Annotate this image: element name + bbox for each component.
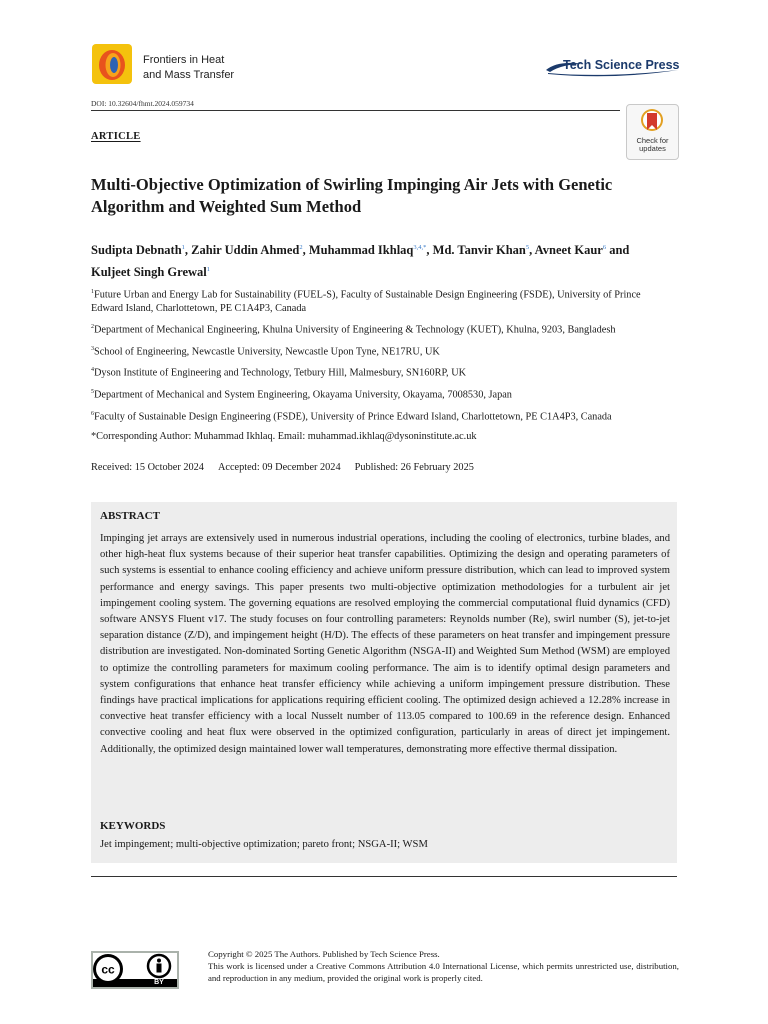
author-name[interactable]: Muhammad Ikhlaq: [308, 243, 414, 258]
cc-by-license-badge[interactable]: [91, 951, 179, 989]
publisher-logo: [544, 56, 680, 80]
corresponding-author: [91, 430, 651, 443]
check-for-updates-label: [627, 137, 678, 153]
footer-divider: [91, 876, 677, 877]
author-affiliation-ref[interactable]: 3,4,*: [413, 244, 427, 251]
header-divider: [91, 110, 620, 111]
svg-text:cc: cc: [101, 962, 115, 977]
author-affiliation-ref[interactable]: 2: [299, 244, 303, 251]
doi[interactable]: DOI: 10.32604/fhmt.2024.059734: [91, 99, 194, 108]
paper-title: Multi-Objective Optimization of Swirling Impinging Air Jets with Genetic Algorithm and Weighted Sum Method: [91, 175, 613, 216]
affiliation-text: Department of Mechanical and System Engineering, Okayama University, Okayama, 7008530, Japan: [94, 389, 512, 401]
author-affiliation-ref[interactable]: 1: [181, 244, 185, 251]
corresponding-author-text[interactable]: *Corresponding Author: Muhammad Ikhlaq. Email: muhammad.ikhlaq@dysoninstitute.ac.uk: [91, 430, 477, 442]
journal-logo-icon: [92, 44, 132, 84]
author-affiliation-ref[interactable]: 1: [206, 266, 210, 274]
author-list: [91, 238, 691, 282]
copyright-line: Copyright © 2025 The Authors. Published by Tech Science Press.: [208, 949, 440, 959]
accepted-date: Accepted: 09 December 2024: [217, 462, 341, 473]
affiliation-item: [91, 286, 651, 315]
check-for-updates-button[interactable]: [626, 104, 679, 160]
check-label-line2: updates: [639, 144, 666, 153]
bookmark-icon: [639, 108, 665, 136]
affiliation-item: [91, 408, 651, 424]
author-affiliation-ref[interactable]: 5: [525, 244, 530, 251]
affiliation-item: [91, 386, 651, 402]
license-statement: [208, 948, 679, 984]
affiliation-item: [91, 321, 651, 337]
license-text[interactable]: This work is licensed under a Creative Commons Attribution 4.0 International License, which permits unrestricted use, distribution, and reproduction in any medium, provided the original work is properly cited.: [208, 961, 679, 983]
keywords-heading: KEYWORDS: [100, 820, 166, 832]
abstract-heading: ABSTRACT: [100, 510, 160, 522]
author-affiliation-ref[interactable]: 6: [602, 244, 607, 251]
abstract-text: Impinging jet arrays are extensively used in numerous industrial operations, including the cooling of electronics, turbine blades, and other high-heat flux systems because of their superior heat transfer capabilities. Optimizing the design and operating parameters of such systems is essential to enhance cooling efficiency and achieve uniform pressure distribution, which can lead to improved system performance and energy savings. This paper presents two multi-objective optimization methodologies for a turbulent air jet impingement cooling system. The governing equations are resolved employing the commercial computational fluid dynamics (CFD) software ANSYS Fluent v17. The study focuses on four controlling parameters: Reynolds number (Re), swirl number (S), jet-to-jet separation distance (Z/D), and impingement height (H/D). The effects of these parameters on heat transfer and impingement pressure distribution are investigated. Non-dominated Sorting Genetic Algorithm (NSGA-II) and Weighted Sum Method (WSM) are employed to optimize the controlling parameters for maximum cooling performance. The aim is to identify optimal design parameters and system configurations that enhance heat transfer efficiency while achieving a uniform impingement pressure distribution. These findings have practical implications for applications requiring efficient cooling. The optimized design achieved a 12.28% increase in convective heat transfer efficiency with a local Nusselt number of 113.05 compared to 100.69 in the reference design. Enhanced convective cooling and heat flux were observed in the optimized configuration, particularly in areas of direct jet impingement. Additionally, the optimized design maintained lower wall temperatures, demonstrating more effective thermal dissipation.: [100, 533, 670, 755]
journal-name-line2: and Mass Transfer: [143, 69, 235, 81]
check-label-line1: Check for: [636, 136, 669, 145]
affiliation-number: 2: [91, 324, 94, 331]
received-date: Received: 15 October 2024: [91, 462, 204, 473]
author-separator: ,: [184, 243, 192, 258]
affiliation-text: Future Urban and Energy Lab for Sustainability (FUEL-S), Faculty of Sustainable Design Engineering (FSDE), University of Prince Edward Island, Charlottetown, PE C1A4P3, Canada: [91, 289, 641, 314]
author-separator: and: [606, 243, 630, 258]
article-type: ARTICLE: [91, 131, 141, 142]
keywords-text: Jet impingement; multi-objective optimization; pareto front; NSGA-II; WSM: [100, 839, 428, 850]
affiliation-text: Faculty of Sustainable Design Engineering (FSDE), University of Prince Edward Island, Charlottetown, PE C1A4P3, Canada: [94, 411, 612, 423]
author-separator: ,: [529, 243, 535, 258]
cc-by-label: BY: [154, 979, 164, 986]
publication-dates: [91, 462, 488, 473]
affiliation-text: Department of Mechanical Engineering, Khulna University of Engineering & Technology (KUET), Khulna, 9203, Bangladesh: [94, 324, 616, 336]
author-name[interactable]: Kuljeet Singh Grewal: [91, 265, 207, 280]
author-name[interactable]: Avneet Kaur: [534, 243, 603, 258]
affiliation-text: Dyson Institute of Engineering and Technology, Tetbury Hill, Malmesbury, SN160RP, UK: [94, 367, 467, 379]
author-name[interactable]: Md. Tanvir Khan: [432, 243, 526, 258]
publisher-name: Tech Science Press: [563, 58, 680, 72]
affiliation-number: 1: [91, 289, 94, 295]
affiliation-number: 3: [91, 345, 94, 352]
author-separator: ,: [302, 243, 309, 258]
author-name[interactable]: Zahir Uddin Ahmed: [191, 243, 300, 258]
journal-name-line1: Frontiers in Heat: [143, 54, 225, 66]
journal-name: [143, 53, 234, 83]
affiliation-number: 6: [91, 410, 94, 417]
affiliation-item: [91, 343, 651, 359]
affiliation-number: 4: [91, 367, 94, 374]
abstract-box: [91, 502, 677, 863]
author-separator: ,: [426, 243, 433, 258]
author-name[interactable]: Sudipta Debnath: [91, 243, 182, 258]
affiliation-text: School of Engineering, Newcastle University, Newcastle Upon Tyne, NE17RU, UK: [94, 346, 440, 358]
affiliation-item: [91, 364, 651, 380]
affiliation-list: [91, 286, 651, 449]
affiliation-number: 5: [91, 389, 94, 396]
published-date: Published: 26 February 2025: [354, 462, 474, 473]
